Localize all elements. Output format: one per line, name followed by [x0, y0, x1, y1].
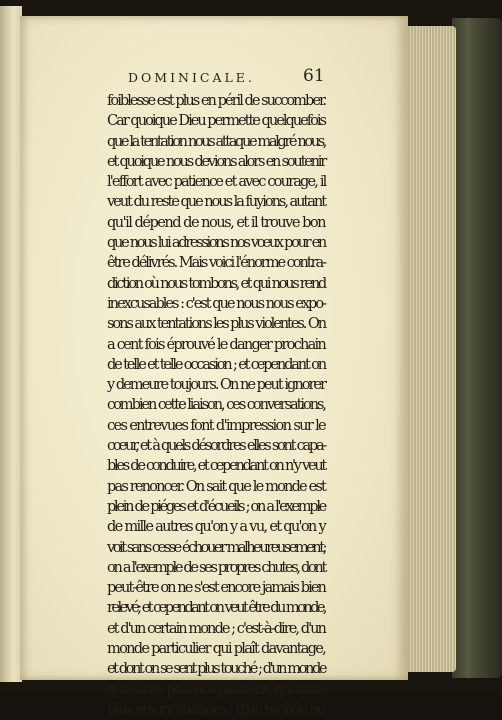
text-line: de telle et telle occasion ; et cependant on	[107, 355, 325, 373]
text-line: être délivrés. Mais voici l'énorme contra-	[107, 254, 326, 272]
text-line: peut-être on ne s'est encore jamais bien	[107, 579, 325, 597]
text-line: et d'un certain monde ; c'est-à-dire, d'un	[107, 619, 325, 637]
text-line: qu'il dépend de nous, et il trouve bon	[107, 213, 326, 231]
text-line: voit sans cesse échouer malheureusement;	[107, 538, 325, 556]
text-line: y demeure toujours. On ne peut ignorer	[107, 376, 325, 394]
text-line: que nous lui adressions nos vœux pour en	[107, 234, 325, 252]
page-number: 61	[303, 66, 325, 86]
text-line: combien cette liaison, ces conversations,	[107, 396, 325, 414]
text-line: inexcusables : c'est que nous nous expo-	[107, 294, 326, 312]
text-line: veut du reste que nous la fuyions, autant	[107, 193, 325, 211]
facing-page-edge	[0, 6, 22, 682]
text-line: plus nos inclinations ; d'un monde où	[107, 700, 326, 718]
text-line: on a l'exemple de ses propres chutes, dont	[107, 558, 326, 576]
text-line: diction où nous tombons, et qui nous rend	[107, 274, 325, 292]
text-line: Car quoique Dieu permette quelquefois	[107, 112, 326, 130]
text-line: bles de conduire, et cependant on n'y veut	[107, 457, 325, 475]
text-line: monde particulier qui plaît davantage,	[107, 640, 326, 658]
text-line: qui excite plus nos passions, qui flatte	[107, 680, 326, 698]
text-line: pas renoncer. On sait que le monde est	[107, 477, 325, 495]
text-line: sons aux tentations les plus violentes. On	[107, 315, 326, 333]
text-line: ces entrevues font d'impression sur le	[107, 416, 326, 434]
text-line: que la tentation nous attaque malgré nous,	[107, 132, 325, 150]
running-head: DOMINICALE.	[128, 70, 255, 85]
text-line: et dont on se sent plus touché ; d'un monde	[107, 660, 326, 678]
page-block-edges	[404, 26, 456, 672]
book-cover-edge	[452, 18, 502, 678]
text-line: cœur, et à quels désordres elles sont capa-	[107, 437, 325, 455]
text-line: foiblesse est plus en péril de succomber.	[107, 92, 325, 109]
body-text	[107, 91, 325, 720]
text-line: relevé; et cependant on veut être du monde,	[107, 599, 325, 617]
text-line: et quoique nous devions alors en soutenir	[107, 152, 325, 170]
text-line: l'effort avec patience et avec courage, il	[107, 173, 326, 191]
text-line: plein de piéges et d'écueils ; on a l'exemple	[107, 497, 326, 515]
text-line: de mille autres qu'on y a vu, et qu'on y	[107, 518, 326, 536]
text-line: a cent fois éprouvé le danger prochain	[107, 335, 325, 353]
